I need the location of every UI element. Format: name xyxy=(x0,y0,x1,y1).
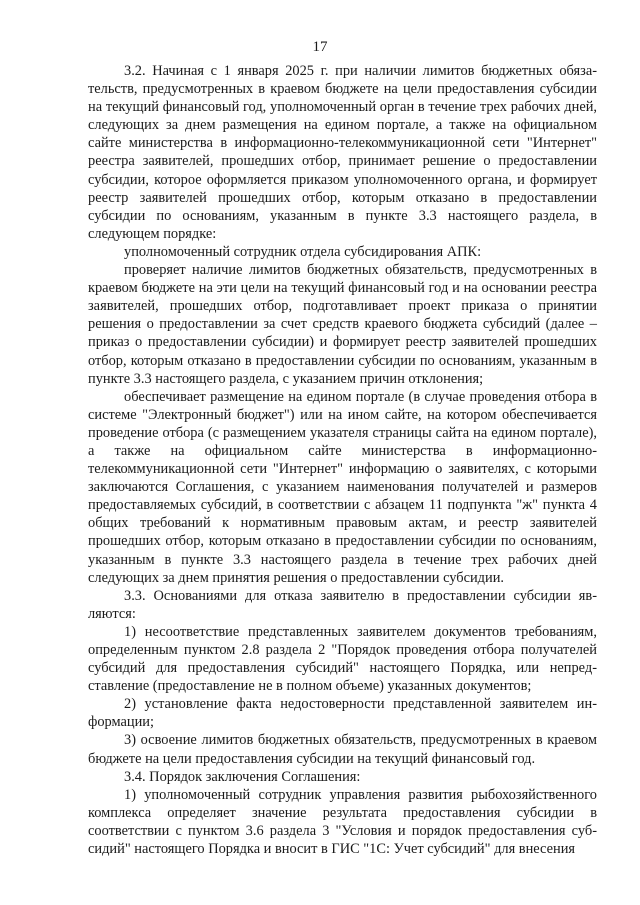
paragraph-ensures-publication: обеспечивает размещение на едином портале (в случае проведения отбора в системе "Электронный бюджет") или на ином сайте, на котором обеспечивается проведение отбора (с размещением указателя страницы сайта на едином портале), а также на официальном сайте министерства в информационно-телекоммуникационной сети "Интернет" информацию о заявителях, с которыми заключаются Соглашения, с указанием наименования получателей и размеров предоставляемых субсидий, в соответствии с абзацем 11 подпункта "ж" пункта 4 общих требований к нормативным правовым актам, и реестр заявителей прошедших отбор, которым отказано в предоставлении субсидии по основаниям, указанным в пункте 3.3 настоящего раздела в течение трех рабочих дней следующих за днем принятия решения о предоставлении субсидии. xyxy=(88,388,597,586)
document-body xyxy=(88,62,597,858)
paragraph-3-4: 3.4. Порядок заключения Соглашения: xyxy=(124,768,361,785)
page-number: 17 xyxy=(312,39,328,55)
paragraph-checks-limits: проверяет наличие лимитов бюджетных обязательств, предусмотренных в краевом бюджете на эти цели на текущий финансовый год и на основании реестра заявителей, прошедших отбор, подготавливает проект приказа о принятии решения о предоставлении за счет средств краевого бюджета субсидий (далее – приказ о предоставлении субсидии) и формирует реестр заявителей прошедших отбор, которым отказано в предоставлении субсидии по основаниям, указанным в пункте 3.3 настоящего раздела, с указанием причин отклонения; xyxy=(88,262,597,387)
paragraph-3-4-item-1: 1) уполномоченный сотрудник управления развития рыбохозяйственного комплекса определяет значение результата предоставления субсидии в соответствии с пунктом 3.6 раздела 3 "Условия и порядок предоставления субсидий" настоящего Порядка и вносит в ГИС "1С: Учет субсидий" для внесения xyxy=(88,786,597,858)
paragraph-3-2: 3.2. Начиная с 1 января 2025 г. при наличии лимитов бюджетных обязательств, предусмотренных в краевом бюджете на цели предоставления субсидии на текущий финансовый год, уполномоченный орган в течение трех рабочих дней, следующих за днем размещения на едином портале, а также на официальном сайте министерства в информационно-телекоммуникационной сети "Интернет" реестра заявителей, прошедших отбор, принимает решение о предоставлении субсидии, которое оформляется приказом уполномоченного органа, и формирует реестр заявителей прошедших отбор, которым отказано в предоставлении субсидии по основаниям, указанным в пункте 3.3 настоящего раздела, в следующем порядке: xyxy=(88,63,597,242)
list-item-3: 3) освоение лимитов бюджетных обязательств, предусмотренных в краевом бюджете на цели предоставления субсидии на текущий финансовый год. xyxy=(88,732,597,767)
paragraph-3-3: 3.3. Основаниями для отказа заявителю в предоставлении субсидии являются: xyxy=(88,587,597,622)
list-item-1: 1) несоответствие представленных заявителем документов требованиям, определенным пунктом 2.8 раздела 2 "Порядок проведения отбора получателей субсидий для предоставления субсидий" настоящего Порядка, или непредставление (предоставление не в полном объеме) указанных документов; xyxy=(88,623,597,695)
list-item-2: 2) установление факта недостоверности представленной заявителем информации; xyxy=(88,696,597,731)
paragraph-responsible-employee: уполномоченный сотрудник отдела субсидирования АПК: xyxy=(124,243,482,260)
